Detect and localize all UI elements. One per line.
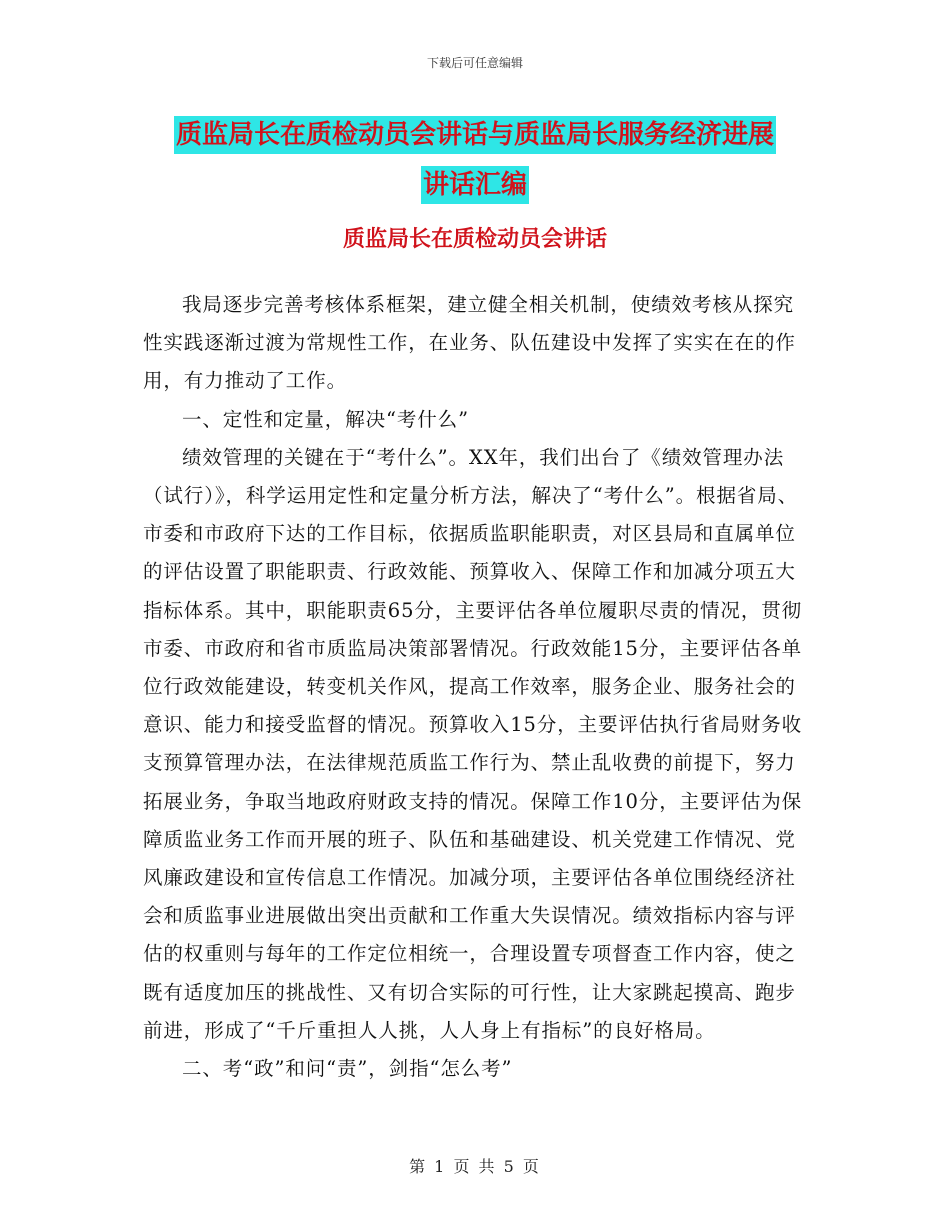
paragraph: 绩效管理的关键在于“考什么”。XX年，我们出台了《绩效管理办法（试行）》，科学运用定性和定量分析方法，解决了“考什么”。根据省局、市委和市政府下达的工作目标，依据质监职能职责，对区县局和直属单位的评估设置了职能职责、行政效能、预算收入、保障工作和加减分项五大指标体系。其中，职能职责65分，主要评估各单位履职尽责的情况，贯彻市委、市政府和省市质监局决策部署情况。行政效能15分，主要评估各单位行政效能建设，转变机关作风，提高工作效率，服务企业、服务社会的意识、能力和接受监督的情况。预算收入15分，主要评估执行省局财务收支预算管理办法，在法律规范质监工作行为、禁止乱收费的前提下，努力拓展业务，争取当地政府财政支持的情况。保障工作10分，主要评估为保障质监业务工作而开展的班子、队伍和基础建设、机关党建工作情况、党风廉政建设和宣传信息工作情况。加减分项，主要评估各单位围绕经济社会和质监事业进展做出突出贡献和工作重大失误情况。绩效指标内容与评估的权重则与每年的工作定位相统一，合理设置专项督查工作内容，使之既有适度加压的挑战性、又有切合实际的可行性，让大家跳起摸高、跑步前进，形成了“千斤重担人人挑，人人身上有指标”的良好格局。 bbox=[143, 445, 803, 1042]
section-title: 质监局长在质检动员会讲话 bbox=[342, 227, 607, 252]
document-title bbox=[0, 110, 950, 210]
header-note: 下载后可任意编辑 bbox=[426, 56, 523, 70]
paragraph: 我局逐步完善考核体系框架，建立健全相关机制，使绩效考核从探究性实践逐渐过渡为常规性工作，在业务、队伍建设中发挥了实实在在的作用，有力推动了工作。 bbox=[143, 293, 796, 393]
page-number: 第 1 页 共 5 页 bbox=[409, 1157, 541, 1176]
document-title-line-1: 质监局长在质检动员会讲话与质监局长服务经济进展 bbox=[174, 116, 776, 154]
paragraph: 二、考“政”和问“责”，剑指“怎么考” bbox=[182, 1057, 513, 1081]
document-body bbox=[143, 286, 809, 1088]
document-title-line-2: 讲话汇编 bbox=[421, 166, 529, 204]
paragraph: 一、定性和定量，解决“考什么” bbox=[182, 407, 469, 431]
